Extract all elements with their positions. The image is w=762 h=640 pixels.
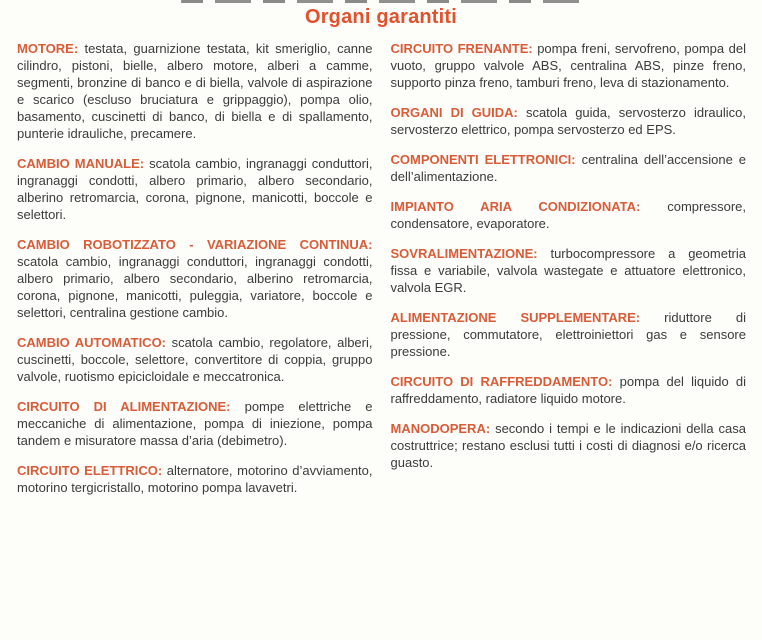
warranty-section	[391, 420, 747, 471]
section-heading: ALIMENTAZIONE SUPPLEMENTARE:	[390, 310, 641, 325]
two-column-layout	[0, 30, 762, 509]
warranty-section	[17, 236, 373, 321]
section-body: secondo i tempi e le indicazioni della casa costruttrice; restano esclusi tutti i costi di diagnosi e/o ricerca guasto.	[390, 421, 746, 470]
section-heading: MANODOPERA:	[390, 421, 491, 436]
warranty-section	[17, 462, 373, 496]
section-body: turbocompressore a geometria fissa e variabile, valvola wastegate e attuatore elettronico, valvola EGR.	[390, 246, 746, 295]
section-heading: CAMBIO AUTOMATICO:	[17, 335, 167, 350]
warranty-section	[17, 40, 373, 142]
section-body: riduttore di pressione, commutatore, elettroiniettori gas e sensore pressione.	[390, 310, 746, 359]
warranty-section	[17, 398, 373, 449]
section-body: pompa freni, servofreno, pompa del vuoto, gruppo valvole ABS, centralina ABS, pinze freno, supporto pinza freno, tamburi freno, leva di stazionamento.	[390, 41, 746, 90]
cropped-text-remnant	[181, 0, 581, 3]
section-body: pompe elettriche e meccaniche di alimentazione, pompa di iniezione, pompa tandem e misuratore massa d’aria (debimetro).	[17, 399, 373, 448]
page-title: Organi garantiti	[304, 6, 458, 28]
warranty-section	[17, 334, 373, 385]
warranty-section	[391, 373, 747, 407]
warranty-section	[17, 155, 373, 223]
warranty-section	[391, 245, 747, 296]
section-heading: ORGANI DI GUIDA:	[390, 105, 518, 120]
warranty-section	[391, 40, 747, 91]
section-heading: CAMBIO MANUALE:	[17, 156, 145, 171]
section-body: scatola cambio, ingranaggi conduttori, ingranaggi condotti, albero primario, albero secondario, alberino retromarcia, corona, pignone, manicotti, puleggia, variatore, boccole e selettori, centralina gestione cambio.	[17, 254, 373, 320]
left-column	[17, 40, 373, 509]
section-heading: CIRCUITO DI RAFFREDDAMENTO:	[390, 374, 613, 389]
section-heading: CIRCUITO DI ALIMENTAZIONE:	[17, 399, 231, 414]
section-body: scatola guida, servosterzo idraulico, servosterzo elettrico, pompa servosterzo ed EPS.	[390, 105, 746, 137]
warranty-section	[391, 309, 747, 360]
section-body: scatola cambio, ingranaggi conduttori, ingranaggi condotti, albero primario, albero secondario, alberino retromarcia, corona, pignone, manicotti, boccole e selettori.	[17, 156, 373, 222]
warranty-section	[391, 151, 747, 185]
section-heading: IMPIANTO ARIA CONDIZIONATA:	[390, 199, 641, 214]
section-heading: CAMBIO ROBOTIZZATO - VARIAZIONE CONTINUA:	[17, 237, 373, 252]
section-heading: MOTORE:	[17, 41, 79, 56]
section-body: testata, guarnizione testata, kit smeriglio, canne cilindro, pistoni, bielle, albero motore, alberi a camme, segmenti, bronzine di banco e di biella, valvole di aspirazione e scarico (escluso bruciatura e grippaggio), pompa olio, basamento, cuscinetti di banco, di biella e di spallamento, punterie idrauliche, precamere.	[17, 41, 373, 141]
warranty-section	[391, 104, 747, 138]
section-body: pompa del liquido di raffreddamento, radiatore liquido motore.	[390, 374, 746, 406]
section-heading: CIRCUITO FRENANTE:	[390, 41, 533, 56]
right-column	[391, 40, 747, 509]
section-body: compressore, condensatore, evaporatore.	[390, 199, 746, 231]
section-body: centralina dell’accensione e dell’alimentazione.	[390, 152, 746, 184]
section-body: scatola cambio, regolatore, alberi, cuscinetti, boccole, selettore, convertitore di coppia, gruppo valvole, ruotismo epicicloidale e meccatronica.	[17, 335, 373, 384]
section-heading: CIRCUITO ELETTRICO:	[17, 463, 163, 478]
section-heading: COMPONENTI ELETTRONICI:	[390, 152, 576, 167]
section-body: alternatore, motorino d’avviamento, motorino tergicristallo, motorino pompa lavavetri.	[17, 463, 373, 495]
warranty-section	[391, 198, 747, 232]
section-heading: SOVRALIMENTAZIONE:	[390, 246, 538, 261]
